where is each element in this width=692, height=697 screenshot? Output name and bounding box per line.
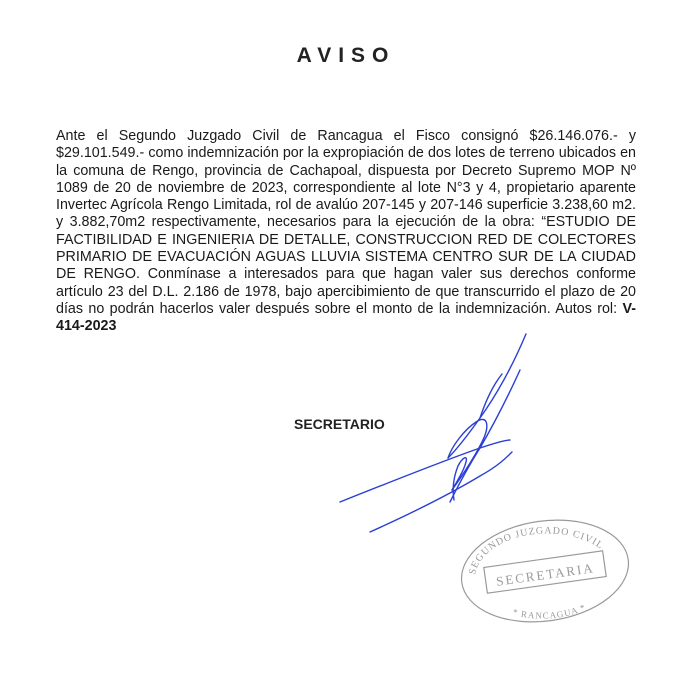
stamp-center-text: SECRETARIA: [495, 560, 596, 589]
stamp-bottom-text: * RANCAGUA *: [511, 601, 588, 621]
court-stamp: [455, 515, 635, 625]
notice-body: [56, 128, 636, 336]
document-title: AVISO: [296, 44, 396, 67]
svg-text:* RANCAGUA *: [512, 602, 588, 621]
stamp-top-text: SEGUNDO JUZGADO CIVIL: [467, 525, 606, 576]
notice-body-text: Ante el Segundo Juzgado Civil de Rancagua el Fisco consignó $26.146.076.- y $29.101.549.- como indemnización por la expropiación de dos lotes de terreno ubicados en la comuna de Rengo, provincia de Cachapoal, dispuesta por Decreto Supremo MOP Nº 1089 de 20 de noviembre de 2023, correspondiente al lote N°3 y 4, propietario aparente Invertec Agrícola Rengo Limitada, rol de avalúo 207-145 y 207-146 superficie 3.238,60 m2. y 3.882,70m2 respectivamente, necesarios para la ejecución de la obra: “ESTUDIO DE FACTIBILIDAD E INGENIERIA DE DETALLE, CONSTRUCCION RED DE COLECTORES PRIMARIO DE EVACUACIÓN AGUAS LLUVIA SISTEMA CENTRO SUR DE LA CIUDAD DE RENGO. Conmínase a interesados para que hagan valer sus derechos conforme artículo 23 del D.L. 2.186 de 1978, bajo apercibimiento de que transcurrido el plazo de 20 días no podrán hacerlos valer después sobre el monto de la indemnización. Autos rol:: [56, 128, 636, 317]
signatory-label: SECRETARIO: [294, 416, 385, 432]
case-rol-number: V-414-2023: [56, 300, 636, 335]
